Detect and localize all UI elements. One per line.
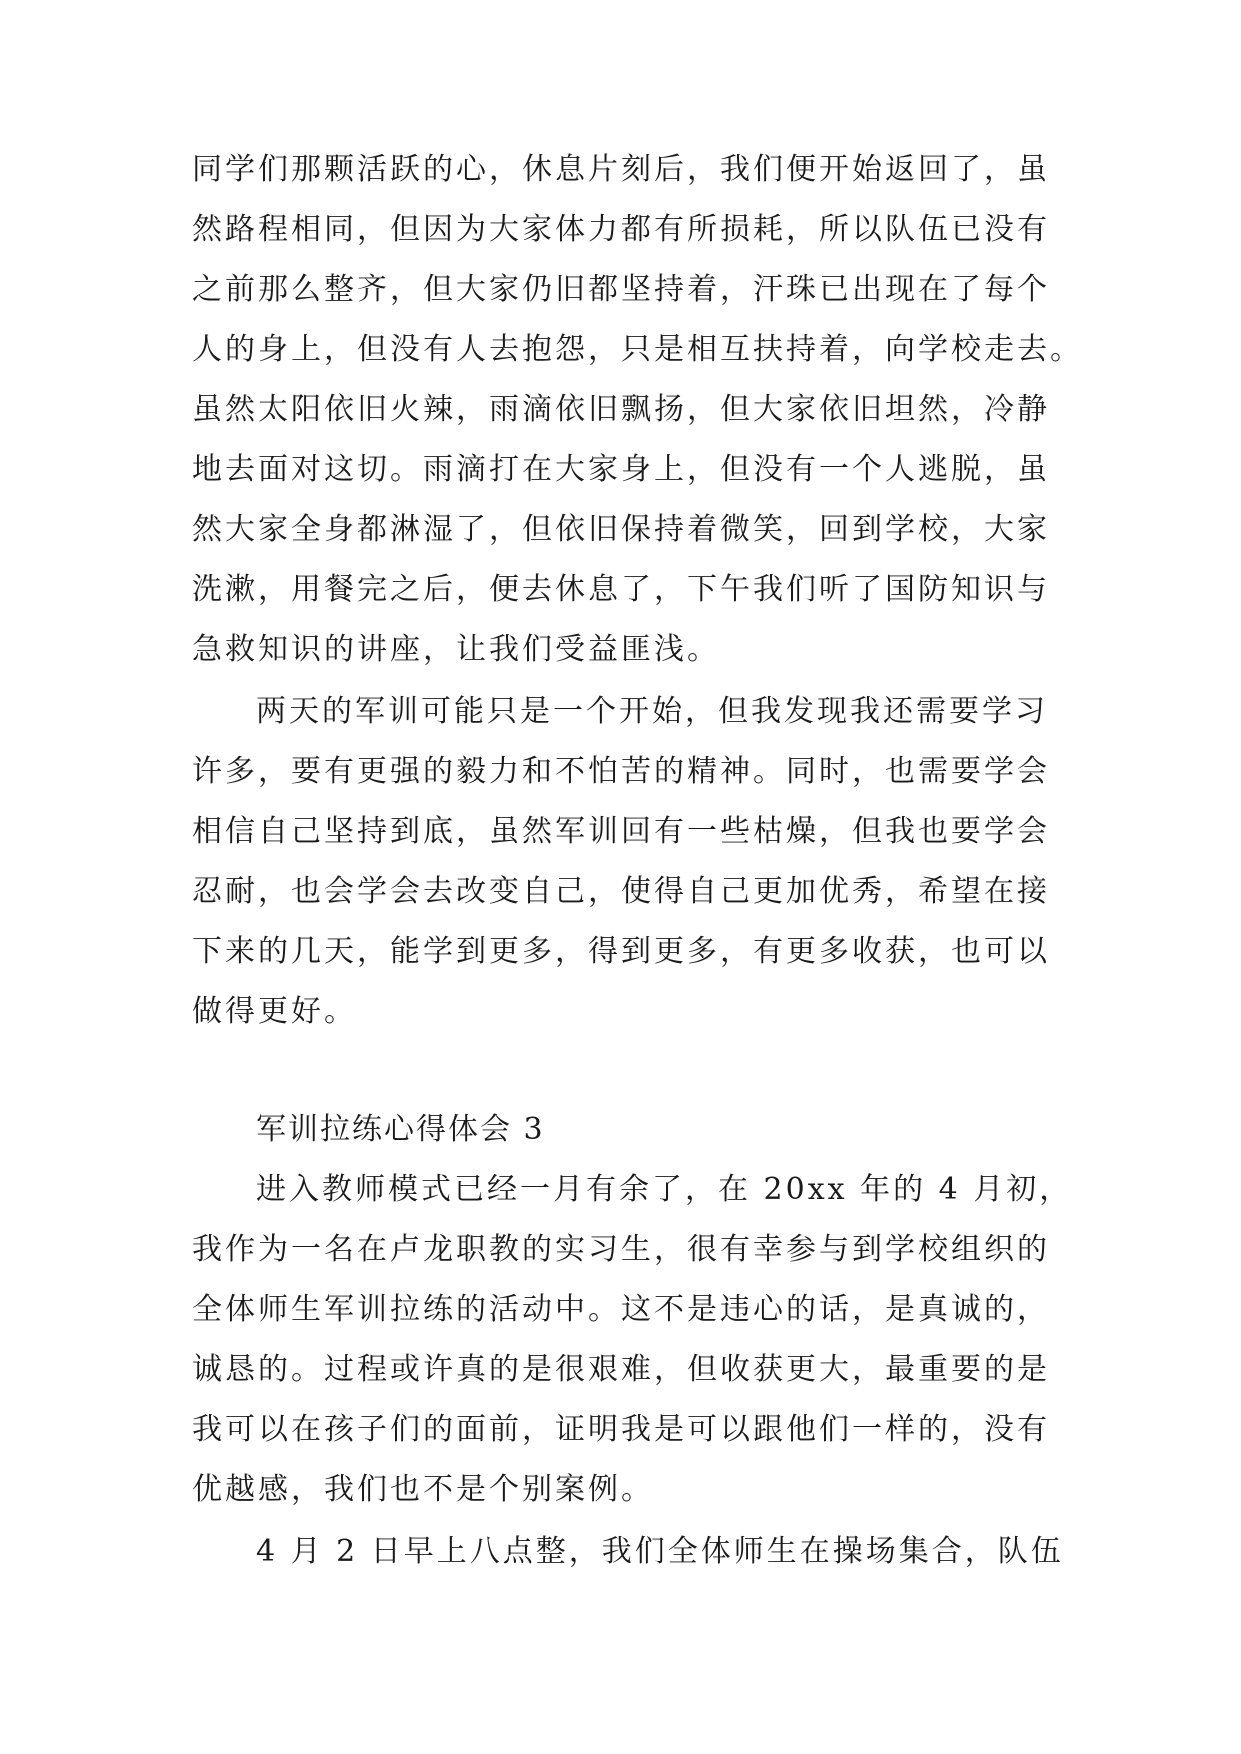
para2-line: 两天的军训可能只是一个开始，但我发现我还需要学习 (256, 694, 1048, 729)
para2-line: 许多，要有更强的毅力和不怕苦的精神。同时，也需要学会 (192, 754, 1050, 789)
para1-line: 同学们那颗活跃的心，休息片刻后，我们便开始返回了，虽 (192, 152, 1050, 187)
para3-line: 进入教师模式已经一月有余了，在 20xx 年的 4 月初， (256, 1172, 1073, 1207)
para3-line: 全体师生军训拉练的活动中。这不是违心的话，是真诚的， (192, 1292, 1050, 1327)
para3-line: 诚恳的。过程或许真的是很艰难，但收获更大，最重要的是 (192, 1352, 1050, 1387)
para1-line: 急救知识的讲座，让我们受益匪浅。 (192, 632, 720, 667)
para3-line: 优越感，我们也不是个别案例。 (192, 1472, 654, 1507)
para3-line: 我作为一名在卢龙职教的实习生，很有幸参与到学校组织的 (192, 1232, 1050, 1267)
para2-line: 做得更好。 (192, 994, 357, 1029)
section-heading: 军训拉练心得体会 3 (256, 1112, 545, 1147)
para1-line: 洗漱，用餐完之后，便去休息了，下午我们听了国防知识与 (192, 572, 1050, 607)
para2-line: 忍耐，也会学会去改变自己，使得自己更加优秀，希望在接 (192, 874, 1050, 909)
para1-line: 虽然太阳依旧火辣，雨滴依旧飘扬，但大家依旧坦然，冷静 (192, 392, 1050, 427)
para1-line: 地去面对这切。雨滴打在大家身上，但没有一个人逃脱，虽 (192, 452, 1050, 487)
para2-line: 相信自己坚持到底，虽然军训回有一些枯燥，但我也要学会 (192, 814, 1050, 849)
para1-line: 之前那么整齐，但大家仍旧都坚持着，汗珠已出现在了每个 (192, 272, 1050, 307)
para3-line: 我可以在孩子们的面前，证明我是可以跟他们一样的，没有 (192, 1412, 1050, 1447)
para4-line: 4 月 2 日早上八点整，我们全体师生在操场集合，队伍 (256, 1534, 1064, 1569)
para2-line: 下来的几天，能学到更多，得到更多，有更多收获，也可以 (192, 934, 1050, 969)
para1-line: 然大家全身都淋湿了，但依旧保持着微笑，回到学校，大家 (192, 512, 1050, 547)
para1-line: 然路程相同，但因为大家体力都有所损耗，所以队伍已没有 (192, 212, 1050, 247)
para1-line: 人的身上，但没有人去抱怨，只是相互扶持着，向学校走去。 (192, 332, 1083, 367)
